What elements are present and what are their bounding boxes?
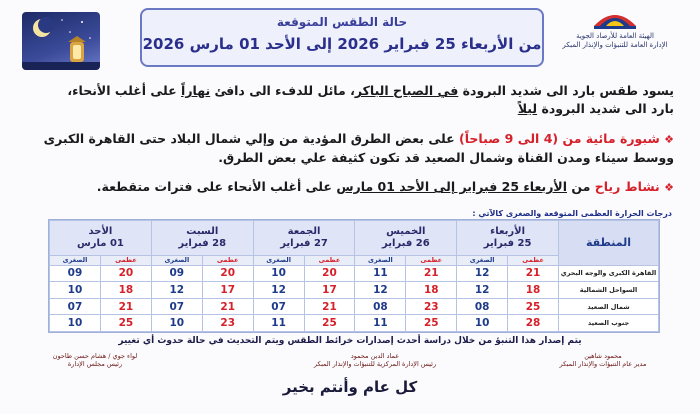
wind-heading: نشاط رياح bbox=[594, 179, 660, 194]
min-temp: 10 bbox=[50, 282, 101, 299]
min-temp: 12 bbox=[253, 282, 304, 299]
min-temp: 07 bbox=[253, 298, 304, 315]
min-label: الصغرى bbox=[355, 255, 406, 265]
min-temp: 10 bbox=[50, 315, 101, 332]
max-temp: 23 bbox=[202, 315, 253, 332]
max-label: عظمى bbox=[100, 255, 151, 265]
wind-period: الأربعاء 25 فبراير إلى الأحد 01 مارس bbox=[336, 179, 568, 194]
region-name: جنوب الصعيد bbox=[559, 315, 659, 332]
day-name: الخميس bbox=[386, 225, 426, 237]
min-temp: 08 bbox=[457, 298, 508, 315]
max-temp: 28 bbox=[508, 315, 559, 332]
p1-night: ليلاً bbox=[517, 101, 538, 116]
signature-1 bbox=[528, 352, 678, 368]
day-header bbox=[151, 221, 253, 256]
table-row bbox=[50, 298, 659, 315]
min-temp: 10 bbox=[253, 265, 304, 282]
max-temp: 17 bbox=[202, 282, 253, 299]
temperature-grid bbox=[49, 220, 659, 332]
table-caption: درجات الحرارة العظمى المتوقعة والصغرى كالآتي : bbox=[472, 209, 672, 218]
fog-paragraph bbox=[34, 130, 674, 167]
sig2-name: عماد الدين محمود bbox=[350, 352, 400, 360]
p1-text: يسود طقس بارد الى شديد البرودة bbox=[458, 83, 674, 98]
min-label: الصغرى bbox=[253, 255, 304, 265]
sig3-title: رئيس مجلس الإدارة bbox=[67, 360, 123, 368]
min-temp: 12 bbox=[457, 282, 508, 299]
min-temp: 10 bbox=[457, 315, 508, 332]
p1-morning: في الصباح الباكر bbox=[354, 83, 459, 98]
ramadan-night-image bbox=[22, 12, 100, 70]
max-temp: 21 bbox=[202, 298, 253, 315]
crescent-lantern-icon bbox=[22, 12, 100, 70]
sig1-name: محمود شاهين bbox=[584, 352, 622, 360]
p1-text-2: ، مائل للدفء الى دافئ bbox=[210, 83, 355, 98]
max-temp: 25 bbox=[508, 298, 559, 315]
max-label: عظمى bbox=[508, 255, 559, 265]
max-temp: 25 bbox=[304, 315, 355, 332]
max-temp: 23 bbox=[406, 298, 457, 315]
region-header: المنطقة bbox=[559, 221, 659, 266]
star-bullet-icon: ❖ bbox=[664, 181, 674, 194]
signature-2 bbox=[300, 352, 450, 368]
day-date: 27 فبراير bbox=[280, 237, 328, 249]
day-header bbox=[457, 221, 559, 256]
title-box bbox=[140, 8, 544, 67]
max-temp: 25 bbox=[406, 315, 457, 332]
max-temp: 17 bbox=[304, 282, 355, 299]
max-temp: 20 bbox=[100, 265, 151, 282]
max-temp: 21 bbox=[406, 265, 457, 282]
day-name: الأربعاء bbox=[490, 225, 526, 237]
signature-3 bbox=[20, 352, 170, 368]
sig1-title: مدير عام التنبؤات والإنذار المبكر bbox=[559, 360, 647, 368]
min-temp: 11 bbox=[355, 315, 406, 332]
day-name: الأحد bbox=[88, 225, 113, 237]
sig2-title: رئيس الإدارة المركزية للتنبؤات والإنذار المبكر bbox=[313, 360, 437, 368]
region-name: السواحل الشمالية bbox=[559, 282, 659, 299]
table-row bbox=[50, 265, 659, 282]
max-temp: 20 bbox=[202, 265, 253, 282]
day-header bbox=[355, 221, 457, 256]
star-bullet-icon: ❖ bbox=[664, 133, 674, 146]
wind-text: من bbox=[567, 179, 595, 194]
fog-text: على بعض الطرق المؤدية من وإلي شمال البلاد حتى القاهرة الكبرى bbox=[43, 131, 459, 146]
min-temp: 12 bbox=[457, 265, 508, 282]
greeting: كل عام وأنتم بخير bbox=[282, 378, 418, 396]
p1-text-3: على أغلب الأنحاء، bbox=[67, 83, 182, 98]
min-temp: 11 bbox=[355, 265, 406, 282]
max-temp: 18 bbox=[406, 282, 457, 299]
max-temp: 25 bbox=[100, 315, 151, 332]
max-label: عظمى bbox=[202, 255, 253, 265]
org-department: الإدارة العامة للتنبؤات والإنذار المبكر bbox=[562, 41, 668, 49]
day-name: السبت bbox=[186, 225, 219, 237]
region-name: القاهرة الكبرى والوجه البحري bbox=[559, 265, 659, 282]
min-label: الصغرى bbox=[50, 255, 101, 265]
wind-paragraph bbox=[34, 178, 674, 197]
p1-night-text: بارد الى شديد البرودة bbox=[537, 101, 674, 116]
p1-daytime: نهاراً bbox=[181, 83, 211, 98]
min-temp: 09 bbox=[50, 265, 101, 282]
min-label: الصغرى bbox=[151, 255, 202, 265]
general-weather-paragraph bbox=[34, 82, 674, 118]
max-label: عظمى bbox=[304, 255, 355, 265]
fog-text-2: ووسط سيناء ومدن القناة وشمال الصعيد قد تكون كثيفة علي بعض الطرق. bbox=[218, 150, 674, 165]
day-name: الجمعة bbox=[287, 225, 321, 237]
organization-block bbox=[540, 8, 690, 50]
min-temp: 07 bbox=[50, 298, 101, 315]
max-temp: 21 bbox=[508, 265, 559, 282]
meteorology-logo-icon bbox=[592, 8, 638, 30]
min-temp: 09 bbox=[151, 265, 202, 282]
org-name: الهيئة العامة للأرصاد الجوية bbox=[576, 32, 654, 40]
max-temp: 18 bbox=[508, 282, 559, 299]
max-temp: 21 bbox=[304, 298, 355, 315]
day-date: 28 فبراير bbox=[178, 237, 227, 249]
fog-heading: شبورة مائية من (4 الى 9 صباحاً) bbox=[458, 131, 660, 146]
region-name: شمال الصعيد bbox=[559, 298, 659, 315]
min-temp: 07 bbox=[151, 298, 202, 315]
max-label: عظمى bbox=[406, 255, 457, 265]
min-temp: 11 bbox=[253, 315, 304, 332]
page-title: حالة الطقس المتوقعة bbox=[276, 15, 408, 29]
max-temp: 21 bbox=[100, 298, 151, 315]
table-row bbox=[50, 315, 659, 332]
day-header bbox=[50, 221, 152, 256]
min-temp: 12 bbox=[355, 282, 406, 299]
min-temp: 12 bbox=[151, 282, 202, 299]
min-label: الصغرى bbox=[457, 255, 508, 265]
day-header bbox=[253, 221, 355, 256]
min-temp: 08 bbox=[355, 298, 406, 315]
day-date: 26 فبراير bbox=[381, 237, 430, 249]
min-temp: 10 bbox=[151, 315, 202, 332]
day-date: 25 فبراير bbox=[483, 237, 532, 249]
table-row bbox=[50, 282, 659, 299]
wind-text-2: على أغلب الأنحاء على فترات متقطعة. bbox=[96, 179, 337, 194]
max-temp: 20 bbox=[304, 265, 355, 282]
day-date: 01 مارس bbox=[76, 237, 124, 249]
max-temp: 18 bbox=[100, 282, 151, 299]
temperature-table bbox=[48, 219, 660, 333]
forecast-period: من الأربعاء 25 فبراير 2026 إلى الأحد 01 مارس 2026 bbox=[142, 35, 542, 53]
update-notice: يتم إصدار هذا التنبؤ من خلال دراسة أحدث إصدارات خرائط الطقس ويتم التحديث في حالة حدوث أي تغيير bbox=[118, 336, 582, 346]
sig3-name: لواء جوي / هشام حسن طاحون bbox=[52, 352, 138, 360]
